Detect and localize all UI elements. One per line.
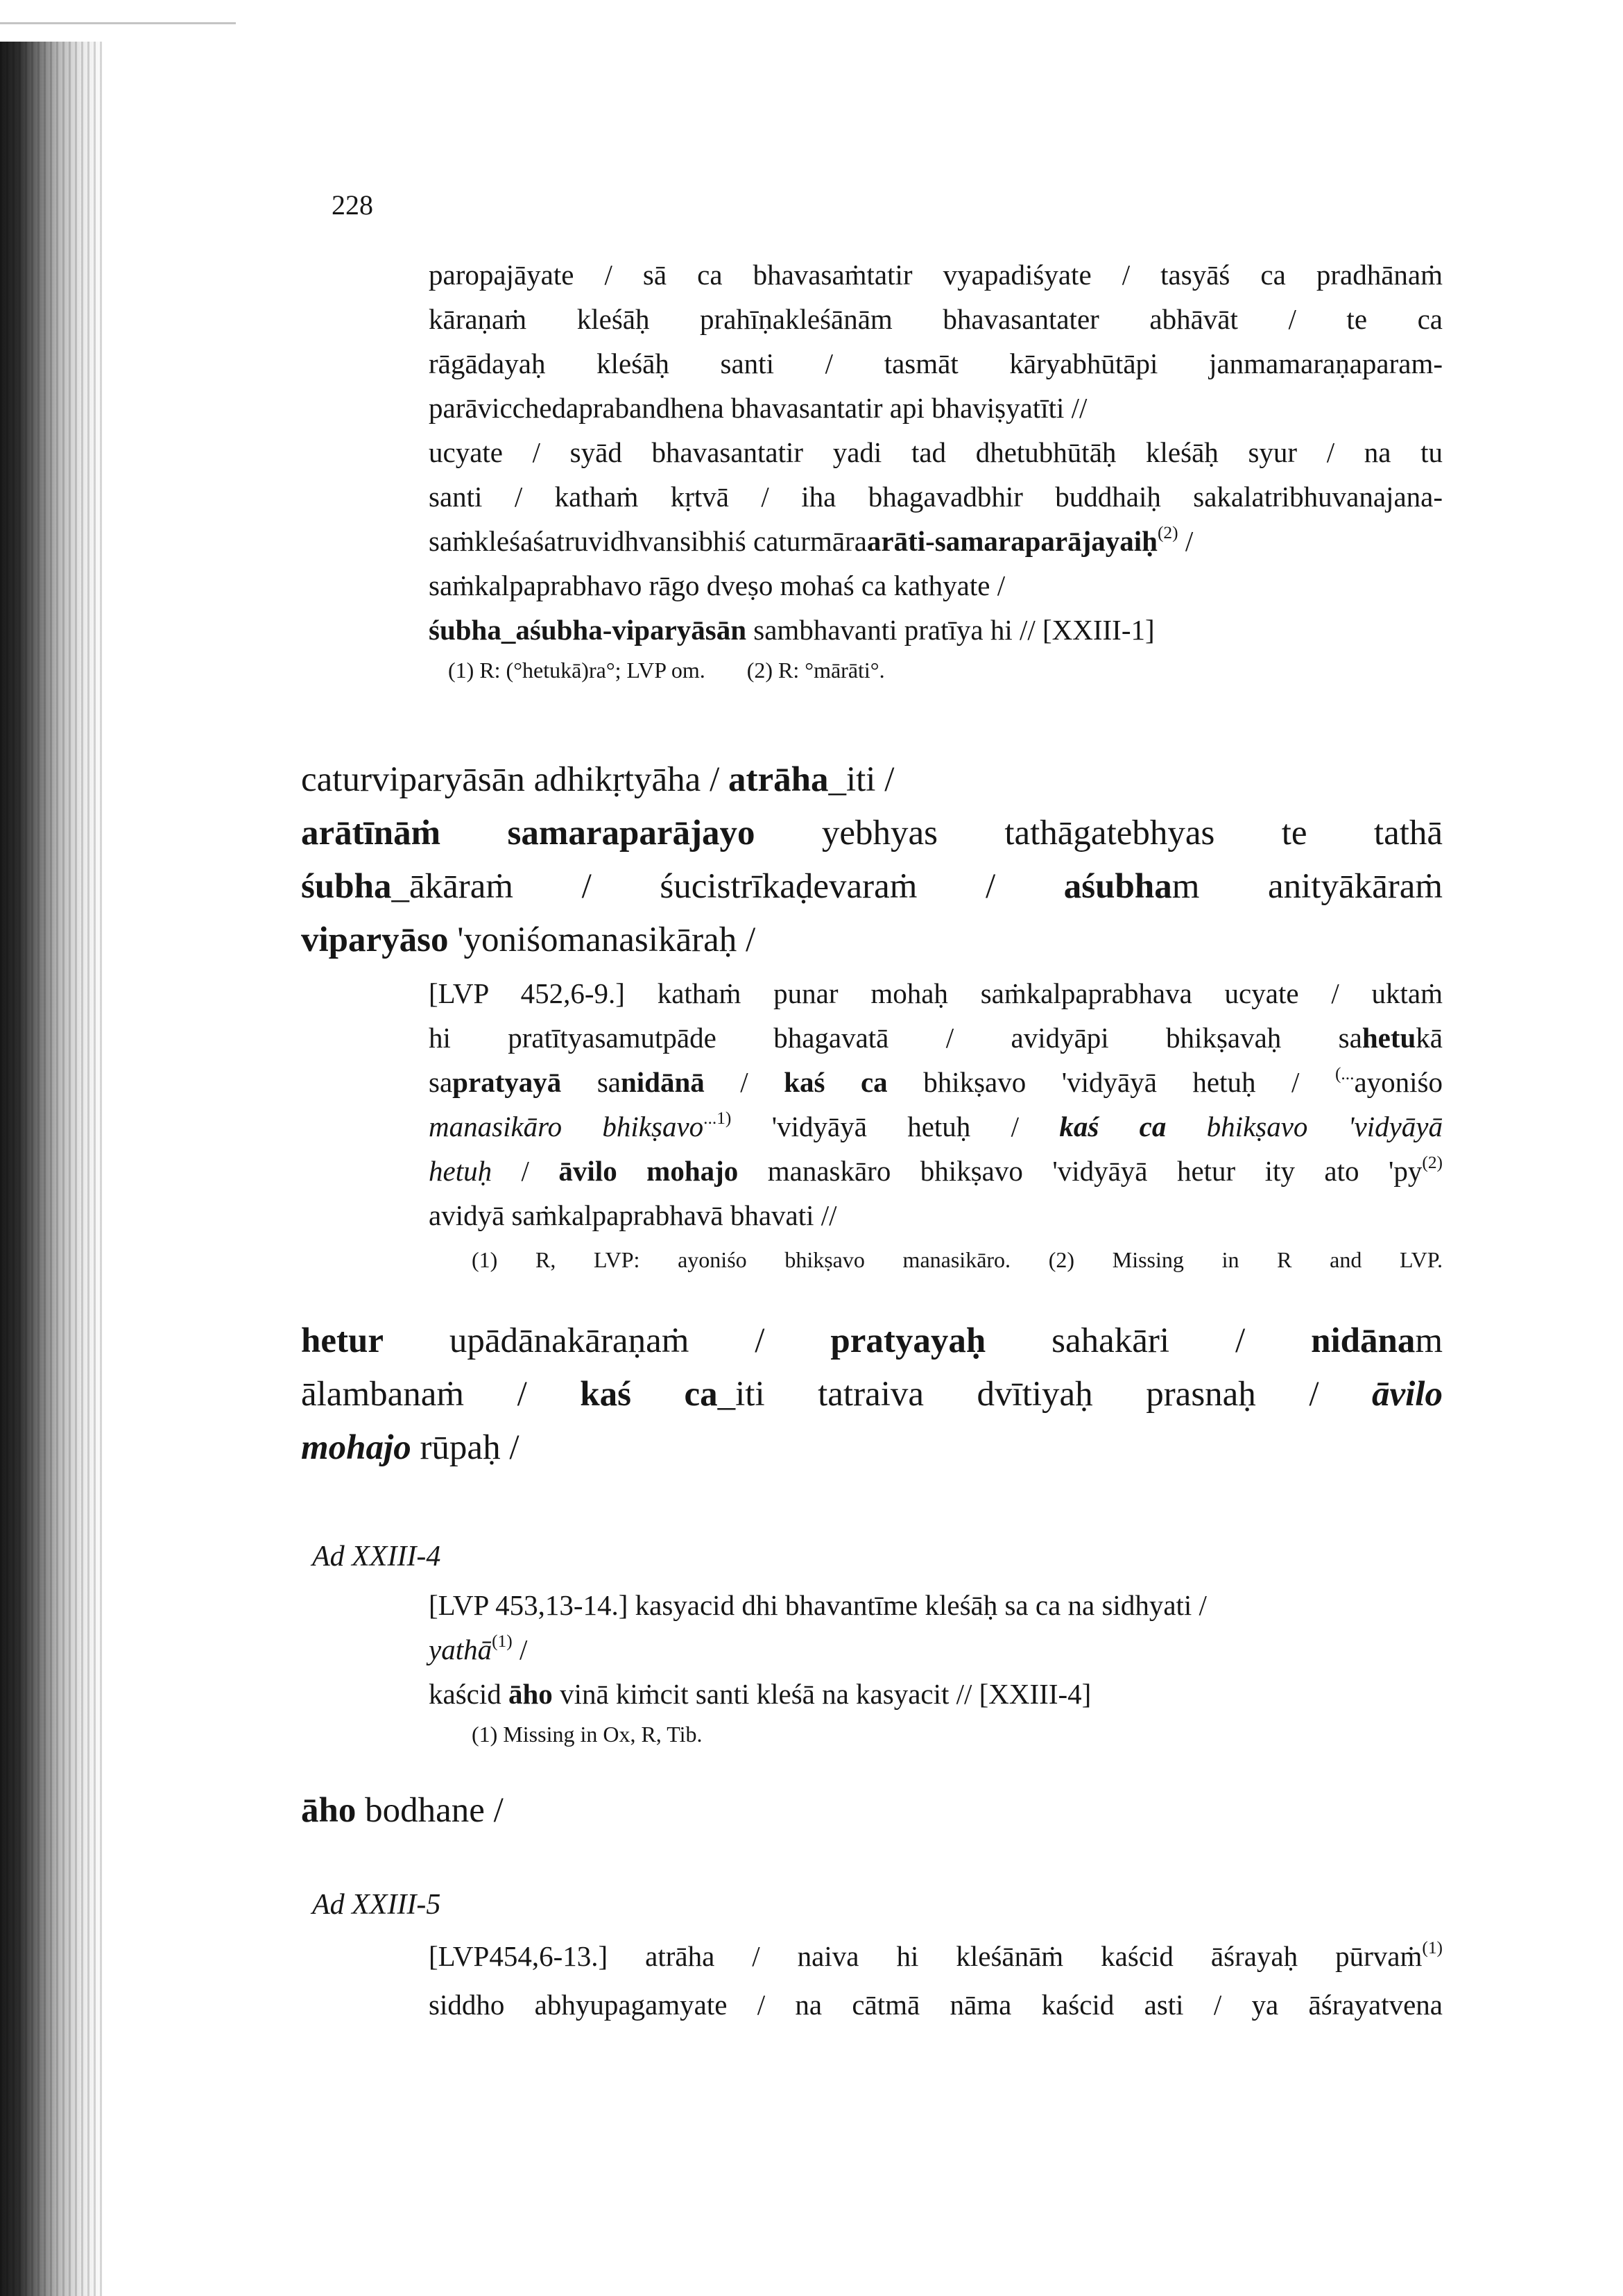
text-line: siddho abhyupagamyate / na cātmā nāma kaścid asti / ya āśrayatvena: [429, 1989, 1443, 2021]
text-line: hetur upādānakāraṇaṁ / pratyayaḥ sahakāri / nidānam: [301, 1321, 1443, 1360]
text-line: yathā$^{(1)}$ /: [429, 1631, 528, 1665]
text-line: manasikāro bhikṣavo$^{...1)}$ 'vidyāyā hetuḥ / kaś ca bhikṣavo 'vidyāyā: [429, 1108, 1443, 1142]
text-line: saṁkalpaprabhavo rāgo dveṣo mohaś ca kathyate /: [429, 569, 1006, 601]
commentary-block: [301, 1784, 504, 1837]
text-line: caturviparyāsān adhikṛtyāha / atrāha_iti /: [301, 760, 895, 799]
text-line: [LVP454,6-13.] atrāha / naiva hi kleśānāṁ kaścid āśrayaḥ pūrvaṁ$^{(1)}$: [429, 1938, 1443, 1972]
text-line: śubha_ākāraṁ / śucistrīkaḍevaraṁ / aśubham anityākāraṁ: [301, 867, 1443, 906]
footnotes: [429, 1243, 1443, 1276]
text-line: paropajāyate / sā ca bhavasaṁtatir vyapadiśyate / tasyāś ca pradhānaṁ: [429, 259, 1443, 291]
quotation-block: [429, 1583, 1443, 1751]
footnote-marker: ...1): [703, 1108, 732, 1129]
page-number: 228: [332, 189, 373, 221]
footnote-marker: (...: [1334, 1064, 1355, 1084]
verse-commentary-block: [429, 252, 1443, 687]
text-line: ucyate / syād bhavasantatir yadi tad dhetubhūtāḥ kleśāḥ syur / na tu: [429, 436, 1443, 468]
quotation-block: [429, 971, 1443, 1276]
text-line: [LVP 452,6-9.] kathaṁ punar mohaḥ saṁkalpaprabhava ucyate / uktaṁ: [429, 977, 1443, 1009]
book-spine-shadow: [0, 42, 104, 2296]
footnote-marker: (2): [1157, 523, 1178, 543]
text-line: saṁkleśaśatruvidhvansibhiś caturmāraarāti-samaraparājayaiḥ$^{(2)}$ /: [429, 523, 1194, 557]
text-line: mohajo rūpaḥ /: [301, 1428, 519, 1467]
text-line: hetuḥ / āvilo mohajo manaskāro bhikṣavo 'vidyāyā hetur ity ato '$py^{(2)}$: [429, 1153, 1443, 1187]
text-line: [LVP 453,13-14.] kasyacid dhi bhavantīme kleśāḥ sa ca na sidhyati /: [429, 1589, 1207, 1621]
bold-term: arāti-samaraparājayaiḥ: [866, 525, 1158, 557]
verse-line: kaścid āho vinā kiṁcit santi kleśā na kasyacit // [XXIII-4]: [429, 1678, 1092, 1710]
quotation-block: [429, 1932, 1443, 2029]
text-line: kāraṇaṁ kleśāḥ prahīṇakleśānām bhavasantater abhāvāt / te ca: [429, 303, 1443, 335]
text-line: hi pratītyasamutpāde bhagavatā / avidyāpi bhikṣavaḥ sahetukā: [429, 1022, 1443, 1054]
footnote: (2) R: °mārāti°.: [746, 658, 885, 683]
footnote-marker: (2): [1422, 1153, 1443, 1173]
verse-line: śubha_aśubha-viparyāsān sambhavanti pratīya hi // [XXIII-1]: [429, 614, 1155, 646]
commentary-block: [301, 1314, 1443, 1475]
footnotes: [429, 653, 1443, 687]
section-heading: Ad XXIII-5: [312, 1889, 441, 1921]
text-line: viparyāso 'yoniśomanasikāraḥ /: [301, 920, 756, 959]
text-line: sapratyayā sanidānā / kaś ca bhikṣavo 'vidyāyā hetuḥ / (...ayoniśo: [429, 1064, 1443, 1098]
text-line: ālambanaṁ / kaś ca_iti tatraiva dvītiyaḥ prasnaḥ / āvilo: [301, 1375, 1443, 1414]
footnote-marker: (1): [1422, 1938, 1443, 1958]
section-heading: Ad XXIII-4: [312, 1541, 441, 1573]
footnote-marker: (1): [492, 1631, 513, 1652]
commentary-block: [301, 753, 1443, 967]
text-line: avidyā saṁkalpaprabhavā bhavati //: [429, 1199, 837, 1231]
footnote: (2) Missing in R and LVP.: [1048, 1247, 1443, 1272]
text-line: arātīnāṁ samaraparājayo yebhyas tathāgatebhyas te tathā: [301, 814, 1443, 853]
footnote: (1) R, LVP: ayoniśo bhikṣavo manasikāro.: [472, 1247, 1011, 1272]
text-line: santi / kathaṁ kṛtvā / iha bhagavadbhir buddhaiḥ sakalatribhuvanajana-: [429, 481, 1443, 513]
text-line: āho bodhane /: [301, 1791, 504, 1830]
footnote: (1) R: (°hetukā)ra°; LVP om.: [448, 658, 705, 683]
text-line: rāgādayaḥ kleśāḥ santi / tasmāt kāryabhūtāpi janmamaraṇaparam-: [429, 348, 1443, 379]
bold-term: śubha_aśubha-viparyāsān: [429, 614, 747, 646]
text-line: parāvicchedaprabandhena bhavasantatir api bhaviṣyatīti //: [429, 392, 1088, 424]
scan-edge-rule: [0, 22, 236, 24]
footnote: (1) Missing in Ox, R, Tib.: [472, 1722, 703, 1747]
